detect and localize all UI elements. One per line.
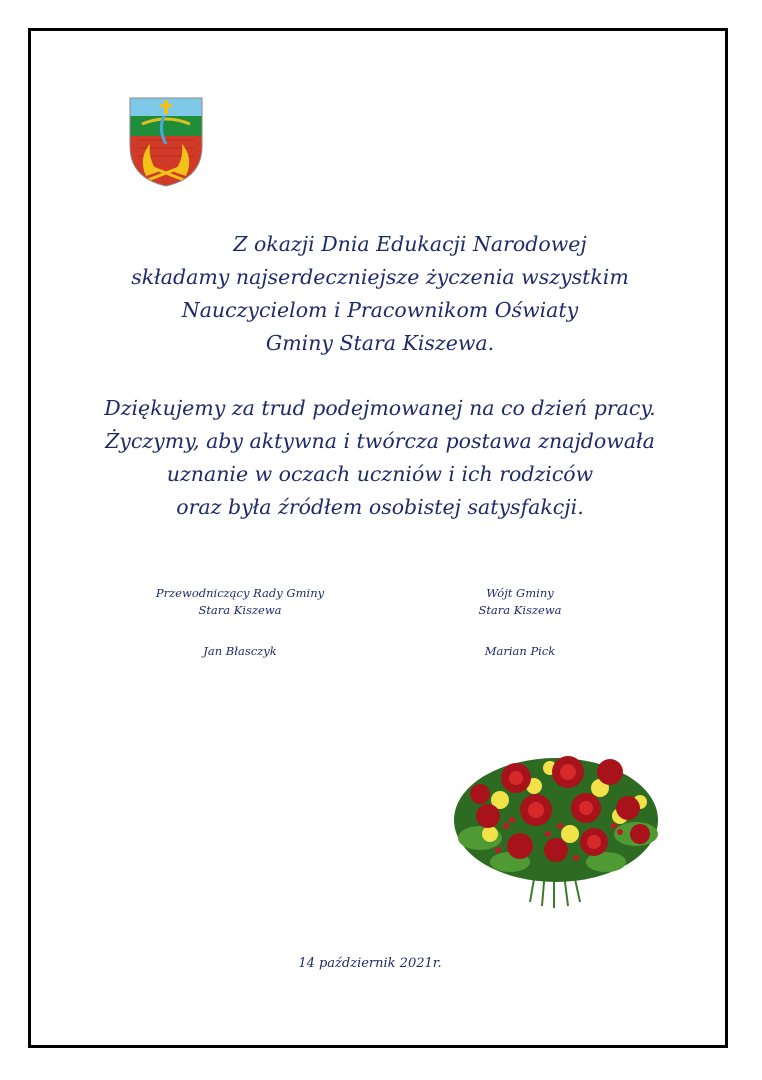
greeting-line: Życzymy, aby aktywna i twórcza postawa znajdowała <box>105 429 655 453</box>
greeting-line: Z okazji Dnia Edukacji Narodowej <box>233 232 587 256</box>
document-date: 14 październik 2021r. <box>298 956 442 971</box>
greeting-paragraph-1 <box>60 228 700 360</box>
signature-role: Przewodniczący Rady Gminy <box>155 586 325 600</box>
signature-role: Wójt Gminy <box>486 586 554 600</box>
signature-place: Stara Kiszewa <box>478 603 562 617</box>
greeting-line: oraz była źródłem osobistej satysfakcji. <box>176 495 584 519</box>
signature-council-chair <box>140 585 340 660</box>
greeting-line: Gminy Stara Kiszewa. <box>265 331 495 355</box>
greeting-line: uznanie w oczach uczniów i ich rodziców <box>166 462 594 486</box>
greeting-line: składamy najserdeczniejsze życzenia wszystkim <box>131 265 629 289</box>
flower-bouquet-icon <box>450 738 670 910</box>
signature-mayor <box>430 585 610 660</box>
signature-name: Jan Błasczyk <box>203 644 277 658</box>
signature-place: Stara Kiszewa <box>198 603 282 617</box>
signature-name: Marian Pick <box>484 644 556 658</box>
greeting-line: Nauczycielom i Pracownikom Oświaty <box>181 298 579 322</box>
coat-of-arms-icon <box>128 96 204 188</box>
greeting-paragraph-2 <box>60 392 700 524</box>
greeting-line: Dziękujemy za trud podejmowanej na co dzień pracy. <box>104 396 656 420</box>
